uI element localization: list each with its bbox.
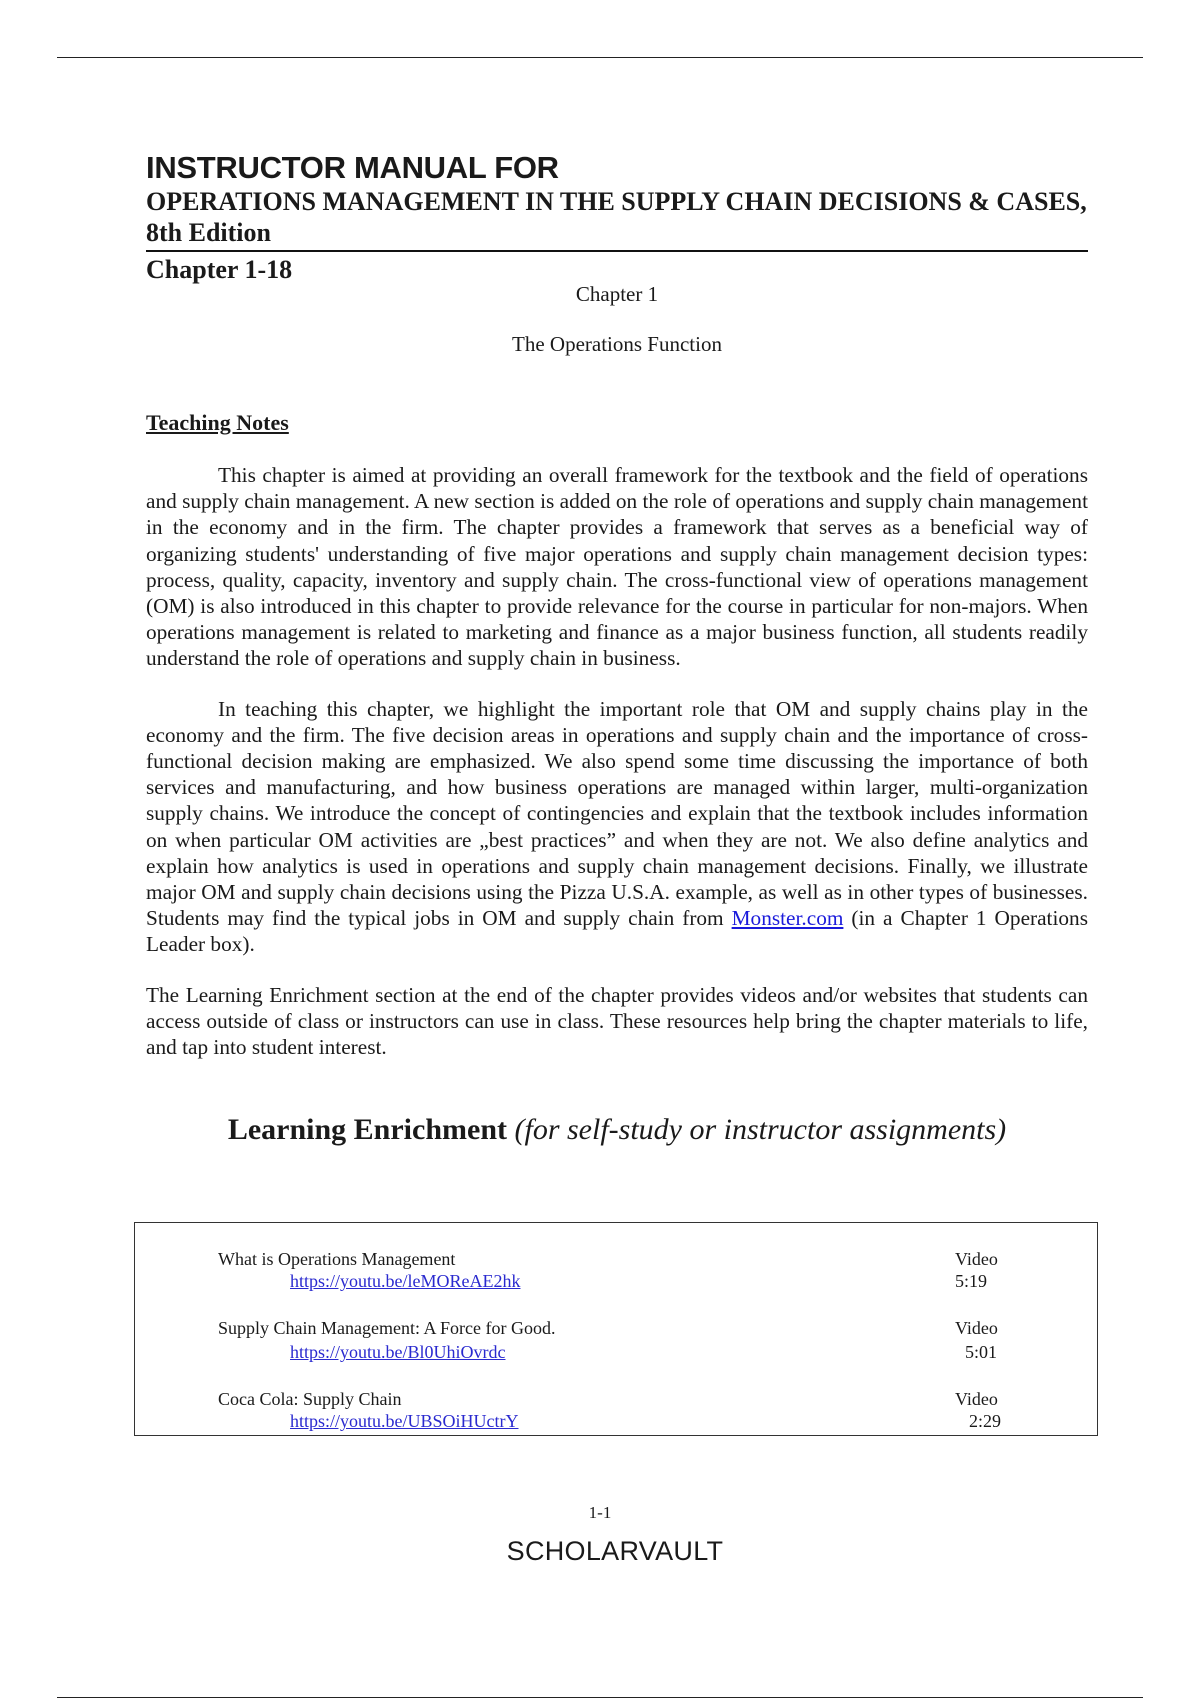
teaching-notes-heading: Teaching Notes	[146, 410, 289, 435]
title-divider	[146, 250, 1088, 252]
resource-title: What is Operations Management	[218, 1249, 456, 1269]
brand-footer: SCHOLARVAULT	[506, 1536, 724, 1566]
paragraph-1: This chapter is aimed at providing an overall framework for the textbook and the field of operations and supply chain management. A new section is added on the role of operations and supply chain management in the economy and in the firm. The chapter provides a framework that serves as a beneficial way of organizing students' understanding of five major operations and supply chain management decision types: process, quality, capacity, inventory and supply chain. The cross-functional view of operations management (OM) is also introduced in this chapter to provide relevance for the course in particular for non-majors. When operations management is related to marketing and finance as a major business function, all students readily understand the role of operations and supply chain in business.	[146, 463, 1088, 671]
resource-type: Video	[955, 1389, 998, 1409]
paragraph-2	[146, 696, 1088, 958]
learning-enrichment-title	[146, 1112, 1088, 1148]
page-number: 1-1	[588, 1503, 612, 1522]
bottom-rule	[57, 1697, 1143, 1698]
resource-duration: 2:29	[969, 1411, 1002, 1431]
book-title: OPERATIONS MANAGEMENT IN THE SUPPLY CHAIN DECISIONS & CASES, 8th Edition	[146, 187, 1087, 247]
chapter-name: The Operations Function	[512, 332, 722, 356]
learning-enrichment-heading: Learning Enrichment	[227, 1113, 507, 1147]
monster-link[interactable]: Monster.com	[731, 906, 844, 931]
manual-title: INSTRUCTOR MANUAL FOR	[146, 150, 559, 185]
document-page	[146, 150, 1088, 1148]
chapter-range: Chapter 1-18	[146, 255, 293, 284]
resource-type: Video	[955, 1249, 998, 1269]
chapter-number: Chapter 1	[575, 282, 659, 306]
resource-duration: 5:19	[955, 1271, 988, 1291]
resource-link[interactable]: https://youtu.be/leMOReAE2hk	[290, 1271, 521, 1291]
paragraph-2-end: (in a Chapter 1 Operations Leader box).	[146, 906, 1088, 957]
paragraph-2-text: In teaching this chapter, we highlight the important role that OM and supply chains play in the economy and the firm. The five decision areas in operations and supply chain and the importance of cross-functional decision making are emphasized. We also spend some time discussing the importance of both services and manufacturing, and how business operations are managed within larger, multi-organization supply chains. We introduce the concept of contingencies and explain that the textbook includes information on when particular OM activities are „best practices” and when they are not. We also define analytics and explain how analytics is used in operations and supply chain management decisions. Finally, we illustrate major OM and supply chain decisions using the Pizza U.S.A. example, as well as in other types of businesses. Students may find the typical jobs in OM and supply chain from	[146, 696, 1088, 931]
resource-title: Coca Cola: Supply Chain	[218, 1389, 402, 1409]
learning-enrichment-box	[134, 1222, 1098, 1436]
paragraph-3: The Learning Enrichment section at the end of the chapter provides videos and/or websites that students can access outside of class or instructors can use in class. These resources help bring the chapter materials to life, and tap into student interest.	[146, 982, 1088, 1060]
resource-type: Video	[955, 1318, 998, 1338]
resource-link[interactable]: https://youtu.be/Bl0UhiOvrdc	[290, 1342, 506, 1362]
learning-enrichment-subheading: (for self-study or instructor assignments)	[514, 1113, 1007, 1147]
resource-duration: 5:01	[965, 1342, 998, 1362]
top-rule	[57, 57, 1143, 58]
resource-link[interactable]: https://youtu.be/UBSOiHUctrY	[290, 1411, 519, 1431]
resource-title: Supply Chain Management: A Force for Good.	[218, 1318, 556, 1338]
